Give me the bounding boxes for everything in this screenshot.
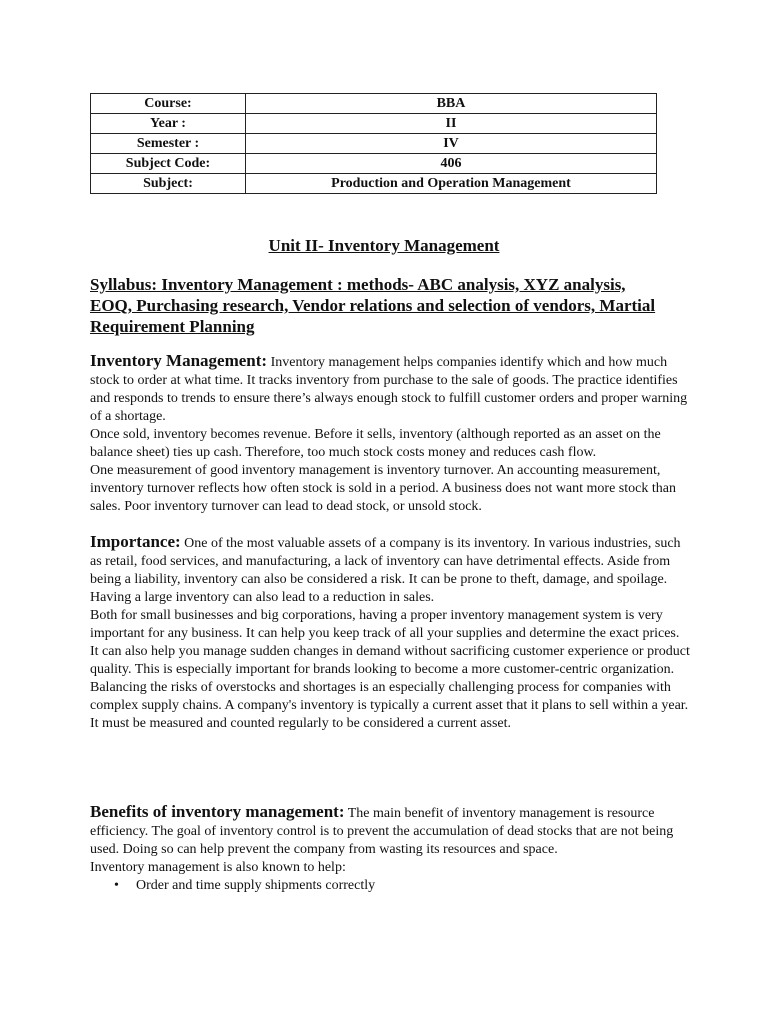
paragraph-text: The main benefit of inventory management is resource efficiency. The goal of inventory control is to prevent the accumulation of dead stocks that are not being used. Doing so can help prevent the company from wasting its resources and space. <box>90 806 674 857</box>
section-heading: Importance: <box>90 532 181 551</box>
table-label: Course: <box>91 94 246 114</box>
importance-section <box>90 533 690 733</box>
table-label: Semester : <box>91 134 246 154</box>
table-label: Year : <box>91 114 246 134</box>
paragraph <box>90 533 690 607</box>
section-heading: Benefits of inventory management: <box>90 802 345 821</box>
table-row <box>91 174 657 194</box>
table-value: 406 <box>246 154 657 174</box>
list-item-text: Order and time supply shipments correctly <box>136 878 376 893</box>
table-row <box>91 154 657 174</box>
paragraph-text: Inventory management helps companies identify which and how much stock to order at what time. It tracks inventory from purchase to the sale of goods. The practice identifies and responds to trends to ensure there’s always enough stock to fulfill customer orders and proper warning of a shortage. <box>90 355 688 424</box>
course-info-table <box>90 93 657 194</box>
syllabus-heading: Syllabus: Inventory Management : methods- ABC analysis, XYZ analysis, EOQ, Purchasing research, Vendor relations and selection of vendors, Martial Requirement Planning <box>90 275 656 336</box>
unit-title: Unit II- Inventory Management <box>268 236 500 255</box>
paragraph-text: One of the most valuable assets of a company is its inventory. In various industries, such as retail, food services, and manufacturing, a lack of inventory can have detrimental effects. Aside from being a liability, inventory can also be considered a risk. It can be prone to theft, damage, and spoilage. Having a large inventory can also lead to a reduction in sales. <box>90 536 681 605</box>
paragraph <box>90 352 690 426</box>
bullet-icon: • <box>114 878 119 893</box>
table-row <box>91 134 657 154</box>
paragraph: Once sold, inventory becomes revenue. Before it sells, inventory (although reported as an asset on the balance sheet) ties up cash. Therefore, too much stock costs money and reduces cash flow. <box>90 427 661 460</box>
table-value: BBA <box>246 94 657 114</box>
section-heading: Inventory Management: <box>90 351 268 370</box>
table-row <box>91 94 657 114</box>
table-value: II <box>246 114 657 134</box>
table-value: IV <box>246 134 657 154</box>
paragraph: Balancing the risks of overstocks and shortages is an especially challenging process for companies with complex supply chains. A company's inventory is typically a current asset that it plans to sell within a year. It must be measured and counted regularly to be considered a current asset. <box>90 680 689 731</box>
table-label: Subject Code: <box>91 154 246 174</box>
list-item <box>114 877 690 895</box>
inventory-management-section <box>90 352 690 516</box>
paragraph: Both for small businesses and big corporations, having a proper inventory management system is very important for any business. It can help you keep track of all your supplies and determine the exact prices. It can also help you manage sudden changes in demand without sacrificing customer experience or product quality. This is especially important for brands looking to become a more customer-centric organization. <box>90 608 690 677</box>
table-value: Production and Operation Management <box>246 174 657 194</box>
paragraph <box>90 803 690 859</box>
paragraph: One measurement of good inventory management is inventory turnover. An accounting measurement, inventory turnover reflects how often stock is sold in a period. A business does not want more stock than sales. Poor inventory turnover can lead to dead stock, or unsold stock. <box>90 463 676 514</box>
benefits-section <box>90 803 690 895</box>
table-label: Subject: <box>91 174 246 194</box>
table-row <box>91 114 657 134</box>
benefits-list <box>90 877 690 895</box>
paragraph: Inventory management is also known to help: <box>90 860 346 875</box>
